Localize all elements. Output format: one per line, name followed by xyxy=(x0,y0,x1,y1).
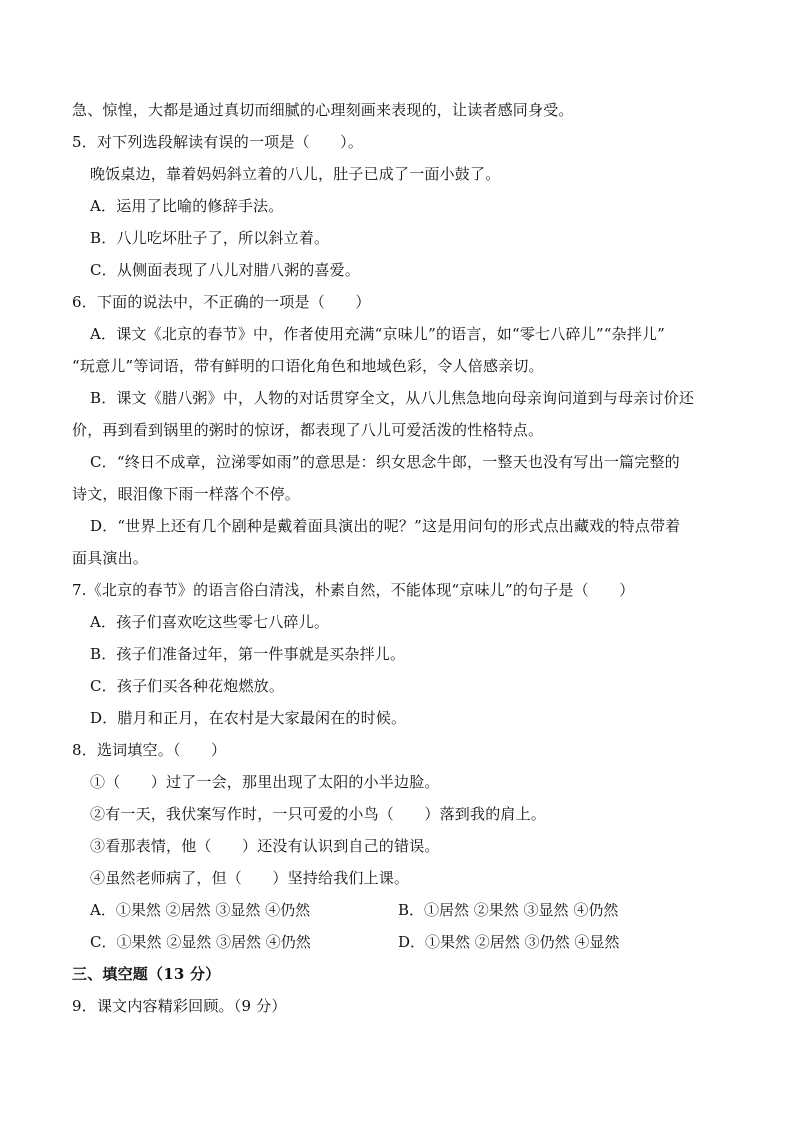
question-7-option-b: B．孩子们准备过年，第一件事就是买杂拌儿。 xyxy=(90,645,406,663)
question-6-option-d-line1: D．“世界上还有几个剧种是戴着面具演出的呢？”这是用问句的形式点出藏戏的特点带着 xyxy=(90,517,681,535)
question-5-option-c: C．从侧面表现了八儿对腊八粥的喜爱。 xyxy=(90,261,361,279)
paragraph-continuation: 急、惊惶，大都是通过真切而细腻的心理刻画来表现的，让读者感同身受。 xyxy=(72,101,574,119)
question-8-option-a: A．①果然 ②居然 ③显然 ④仍然 xyxy=(90,901,311,919)
question-7-option-c: C．孩子们买各种花炮燃放。 xyxy=(90,677,285,695)
question-8-sentence-2: ②有一天，我伏案写作时，一只可爱的小鸟（ ）落到我的肩上。 xyxy=(90,805,547,823)
question-8-option-c: C．①果然 ②显然 ③居然 ④仍然 xyxy=(90,933,311,951)
question-8-sentence-1: ①（ ）过了一会，那里出现了太阳的小半边脸。 xyxy=(90,773,440,791)
question-8: 8．选词填空。（ ） xyxy=(72,741,227,759)
question-6: 6．下面的说法中，不正确的一项是（ ） xyxy=(72,293,371,311)
question-6-option-d-line2: 面具演出。 xyxy=(72,549,149,567)
question-7-option-d: D．腊月和正月，在农村是大家最闲在的时候。 xyxy=(90,709,407,727)
question-5-excerpt: 晚饭桌边，靠着妈妈斜立着的八儿，肚子已成了一面小鼓了。 xyxy=(90,165,501,183)
question-6-option-a-line1: A．课文《北京的春节》中，作者使用充满“京味儿”的语言，如“零七八碎儿”“杂拌儿” xyxy=(90,325,666,343)
section-title: 三、填空题（13 分） xyxy=(72,965,221,983)
question-6-option-b-line2: 价，再到看到锅里的粥时的惊讶，都表现了八儿可爱活泼的性格特点。 xyxy=(72,421,544,439)
question-8-option-b: B．①居然 ②果然 ③显然 ④仍然 xyxy=(398,901,619,919)
question-6-option-a-line2: “玩意儿”等词语，带有鲜明的口语化角色和地域色彩，令人倍感亲切。 xyxy=(72,357,544,375)
question-5-option-b: B．八儿吃坏肚子了，所以斜立着。 xyxy=(90,229,330,247)
question-6-option-c-line1: C．“终日不成章，泣涕零如雨”的意思是：织女思念牛郎，一整天也没有写出一篇完整的 xyxy=(90,453,680,471)
question-8-sentence-4: ④虽然老师病了，但（ ）坚持给我们上课。 xyxy=(90,869,410,887)
question-8-sentence-3: ③看那表情，他（ ）还没有认识到自己的错误。 xyxy=(90,837,440,855)
question-5-option-a: A．运用了比喻的修辞手法。 xyxy=(90,197,284,215)
question-6-option-c-line2: 诗文，眼泪像下雨一样落个不停。 xyxy=(72,485,301,503)
question-7: 7.《北京的春节》的语言俗白清浅，朴素自然，不能体现“京味儿”的句子是（ ） xyxy=(72,581,635,599)
question-6-option-b-line1: B．课文《腊八粥》中，人物的对话贯穿全文，从八儿焦急地向母亲询问道到与母亲讨价还 xyxy=(90,389,695,407)
question-7-option-a: A．孩子们喜欢吃这些零七八碎儿。 xyxy=(90,613,330,631)
question-8-option-d: D．①果然 ②居然 ③仍然 ④显然 xyxy=(398,933,620,951)
question-9: 9．课文内容精彩回顾。（9 分） xyxy=(72,997,287,1015)
question-5: 5．对下列选段解读有误的一项是（ ）。 xyxy=(72,133,364,151)
